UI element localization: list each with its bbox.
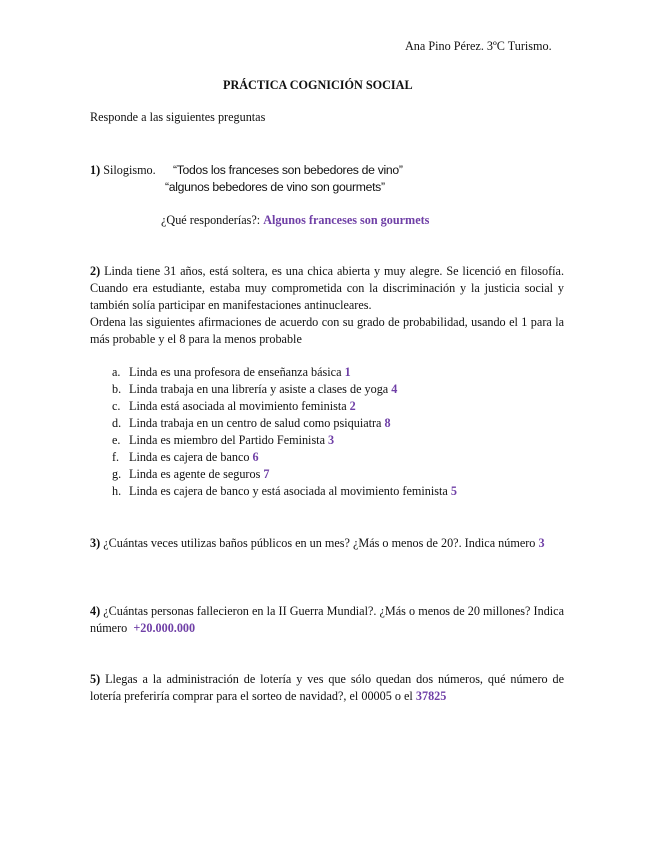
q1-premise-2: “algunos bebedores de vino son gourmets” xyxy=(165,180,385,194)
list-marker: a. xyxy=(112,365,121,379)
list-marker: b. xyxy=(112,382,122,396)
list-item-text: Linda es una profesora de enseñanza básica xyxy=(129,365,342,379)
list-item-rank: 2 xyxy=(349,399,356,413)
q1-number: 1) xyxy=(90,163,101,177)
q4-number: 4) xyxy=(90,604,101,618)
page-title: PRÁCTICA COGNICIÓN SOCIAL xyxy=(223,78,413,92)
list-marker: e. xyxy=(112,433,121,447)
q1-line-1 xyxy=(90,162,156,179)
q3-answer: 3 xyxy=(538,536,545,550)
intro-text: Responde a las siguientes preguntas xyxy=(90,110,266,124)
q2-number: 2) xyxy=(90,264,101,278)
q2-paragraph-text: Linda tiene 31 años, está soltera, es una chica abierta y muy alegre. Se licenció en filosofía. Cuando era estudiante, estaba muy comprometida con la discriminación y la justicia social y también solía participar en manifestaciones antinucleares. xyxy=(90,264,565,312)
q3-number: 3) xyxy=(90,536,101,550)
q1-premise-1: “Todos los franceses son bebedores de vino” xyxy=(173,163,403,177)
q2-items-list xyxy=(112,364,457,500)
list-item-text: Linda es miembro del Partido Feminista xyxy=(129,433,325,447)
q2-paragraph xyxy=(90,263,564,314)
q3-text: ¿Cuántas veces utilizas baños públicos en un mes? ¿Más o menos de 20?. Indica número xyxy=(103,536,536,550)
q5-number: 5) xyxy=(90,672,101,686)
list-item-text: Linda está asociada al movimiento feminista xyxy=(129,399,347,413)
list-item-rank: 1 xyxy=(344,365,351,379)
list-item-text: Linda es cajera de banco xyxy=(129,450,250,464)
list-item-rank: 7 xyxy=(263,467,270,481)
list-marker: c. xyxy=(112,399,121,413)
list-item xyxy=(112,483,457,500)
q3-paragraph xyxy=(90,535,564,552)
q5-text: Llegas a la administración de lotería y ves que sólo quedan dos números, qué número de lotería preferiría comprar para el sorteo de navidad?, el 00005 o el xyxy=(90,672,565,703)
list-item-text: Linda es agente de seguros xyxy=(129,467,261,481)
q1-question-text: ¿Qué responderías?: xyxy=(161,213,261,227)
list-item-rank: 4 xyxy=(391,382,398,396)
list-item-rank: 3 xyxy=(328,433,335,447)
q1-question xyxy=(161,212,429,229)
q1-answer: Algunos franceses son gourmets xyxy=(263,213,430,227)
list-item-rank: 5 xyxy=(450,484,457,498)
list-marker: g. xyxy=(112,467,122,481)
list-item xyxy=(112,364,457,381)
list-item-text: Linda trabaja en un centro de salud como psiquiatra xyxy=(129,416,382,430)
q5-answer: 37825 xyxy=(415,689,447,703)
list-marker: f. xyxy=(112,450,120,464)
list-item xyxy=(112,432,457,449)
q4-paragraph xyxy=(90,603,564,637)
list-item-rank: 8 xyxy=(384,416,391,430)
q4-text: ¿Cuántas personas fallecieron en la II Guerra Mundial?. ¿Más o menos de 20 millones? Indica número xyxy=(90,604,564,635)
list-item xyxy=(112,449,457,466)
q1-label: Silogismo. xyxy=(103,163,156,177)
q5-paragraph xyxy=(90,671,564,705)
list-item-rank: 6 xyxy=(252,450,259,464)
author-line: Ana Pino Pérez. 3ºC Turismo. xyxy=(405,39,552,53)
list-item xyxy=(112,466,457,483)
q2-instruction: Ordena las siguientes afirmaciones de acuerdo con su grado de probabilidad, usando el 1 para la más probable y el 8 para la menos probable xyxy=(90,315,564,346)
list-item-text: Linda trabaja en una librería y asiste a clases de yoga xyxy=(129,382,389,396)
list-item-text: Linda es cajera de banco y está asociada al movimiento feminista xyxy=(129,484,448,498)
q4-answer: +20.000.000 xyxy=(133,621,196,635)
list-item xyxy=(112,415,457,432)
list-marker: d. xyxy=(112,416,122,430)
list-marker: h. xyxy=(112,484,122,498)
list-item xyxy=(112,398,457,415)
list-item xyxy=(112,381,457,398)
